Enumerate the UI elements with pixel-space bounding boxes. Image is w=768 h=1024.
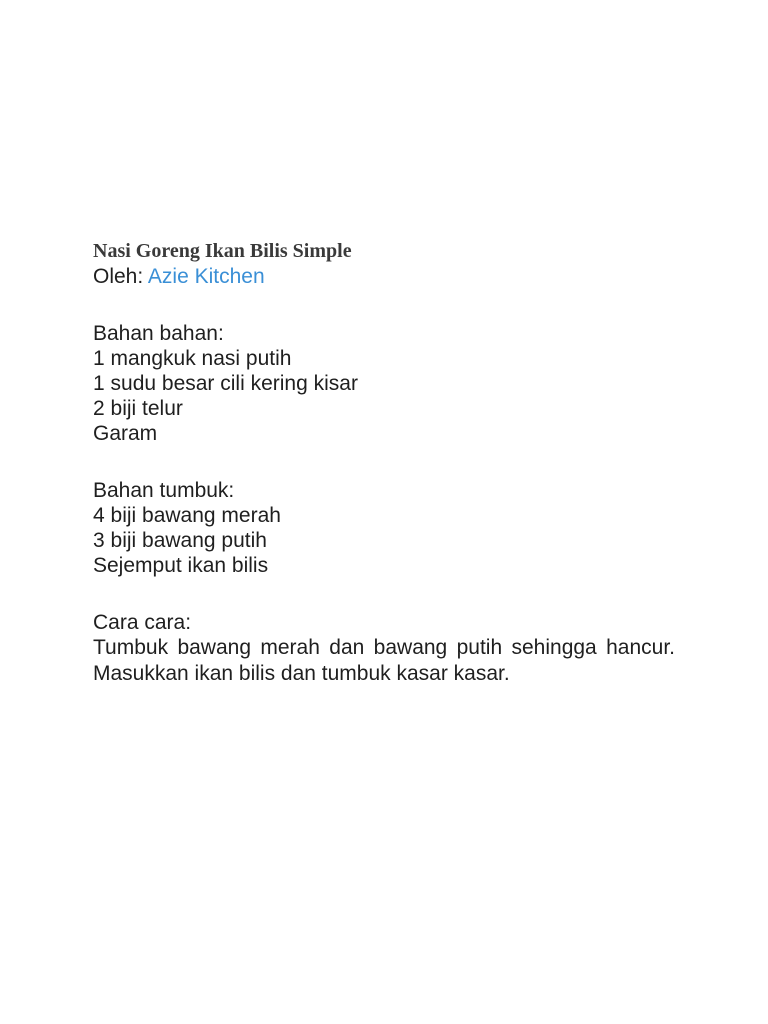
recipe-document — [93, 238, 675, 687]
ingredient-item: 1 mangkuk nasi putih — [93, 347, 292, 370]
ground-ingredients-heading: Bahan tumbuk: — [93, 479, 235, 502]
ground-ingredient-item: Sejemput ikan bilis — [93, 554, 269, 577]
ground-ingredients-section — [93, 478, 675, 578]
method-text: Tumbuk bawang merah dan bawang putih sehingga hancur. Masukkan ikan bilis dan tumbuk kasar kasar. — [93, 636, 675, 685]
ingredient-item: 1 sudu besar cili kering kisar — [93, 372, 358, 395]
ground-ingredient-item: 4 biji bawang merah — [93, 504, 281, 527]
method-heading: Cara cara: — [93, 611, 192, 634]
recipe-title: Nasi Goreng Ikan Bilis Simple — [93, 240, 352, 262]
ingredient-item: Garam — [93, 422, 158, 445]
ground-ingredient-item: 3 biji bawang putih — [93, 529, 267, 552]
author-link[interactable]: Azie Kitchen — [147, 265, 265, 288]
author-line — [93, 264, 675, 289]
method-section — [93, 610, 675, 687]
ingredients-heading: Bahan bahan: — [93, 322, 224, 345]
ingredients-section — [93, 321, 675, 446]
ingredient-item: 2 biji telur — [93, 397, 183, 420]
author-prefix: Oleh: — [93, 265, 144, 288]
